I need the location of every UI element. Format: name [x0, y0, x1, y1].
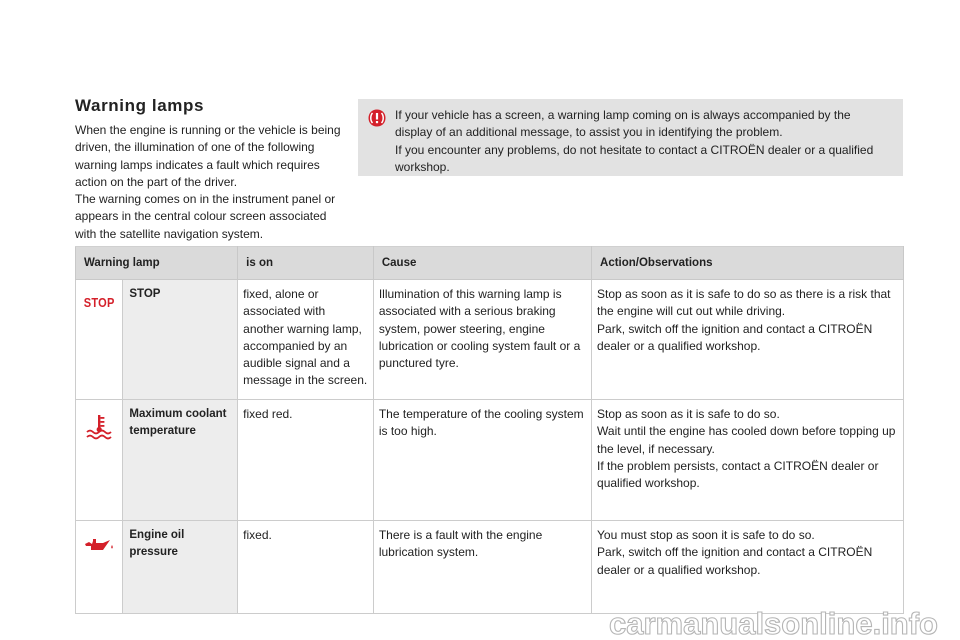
- intro-paragraph: When the engine is running or the vehicle is being driven, the illumination of one of the following warning lamps indicates a fault which requires action on the part of the driver.: [75, 123, 341, 189]
- table-row: [76, 400, 904, 521]
- lamp-action: [592, 400, 904, 521]
- notice-line: If you encounter any problems, do not hesitate to contact a CITROËN dealer or a qualified workshop.: [395, 142, 874, 174]
- lamp-name: STOP: [123, 280, 238, 400]
- lamp-icon-cell: [76, 280, 123, 400]
- intro-text: [75, 122, 345, 243]
- oil-pressure-icon: [83, 535, 115, 555]
- lamp-is-on: fixed red.: [238, 400, 374, 521]
- action-line: Park, switch off the ignition and contact a CITROËN dealer or a qualified workshop.: [597, 545, 873, 577]
- table-row: [76, 280, 904, 400]
- lamp-action: [592, 280, 904, 400]
- lamp-icon-cell: [76, 400, 123, 521]
- intro-paragraph: The warning comes on in the instrument panel or appears in the central colour screen associated with the satellite navigation system.: [75, 192, 336, 241]
- header-is-on: is on: [238, 247, 374, 280]
- warning-exclamation-icon: [367, 108, 387, 128]
- header-action: Action/Observations: [592, 247, 904, 280]
- header-warning-lamp: Warning lamp: [76, 247, 238, 280]
- lamp-is-on: fixed.: [238, 521, 374, 614]
- table-row: [76, 521, 904, 614]
- header-cause: Cause: [373, 247, 591, 280]
- lamp-name: Maximum coolant temperature: [123, 400, 238, 521]
- watermark-text: carmanualsonline.info: [608, 606, 938, 640]
- lamp-icon-cell: [76, 521, 123, 614]
- lamp-name: Engine oil pressure: [123, 521, 238, 614]
- lamp-cause: There is a fault with the engine lubrication system.: [373, 521, 591, 614]
- action-line: Stop as soon as it is safe to do so as there is a risk that the engine will cut out while driving.: [597, 287, 891, 319]
- action-line: Stop as soon as it is safe to do so.: [597, 407, 780, 421]
- action-line: Park, switch off the ignition and contact a CITROËN dealer or a qualified workshop.: [597, 321, 873, 353]
- coolant-temperature-icon: [85, 414, 113, 440]
- lamp-cause: Illumination of this warning lamp is associated with a serious braking system, power steering, engine lubrication or cooling system fault or a punctured tyre.: [373, 280, 591, 400]
- notice-line: If your vehicle has a screen, a warning lamp coming on is always accompanied by the display of an additional message, to assist you in identifying the problem.: [395, 108, 851, 140]
- warning-lamps-table: [75, 246, 904, 614]
- action-line: Wait until the engine has cooled down before topping up the level, if necessary.: [597, 424, 896, 456]
- action-line: If the problem persists, contact a CITROËN dealer or qualified workshop.: [597, 458, 879, 491]
- stop-icon: STOP: [83, 295, 115, 310]
- page-title: Warning lamps: [75, 96, 205, 115]
- notice-box: [358, 99, 903, 176]
- lamp-cause: The temperature of the cooling system is too high.: [373, 400, 591, 521]
- action-line: You must stop as soon it is safe to do so.: [597, 528, 815, 542]
- lamp-is-on: fixed, alone or associated with another warning lamp, accompanied by an audible signal and a message in the screen.: [238, 280, 374, 400]
- lamp-action: [592, 521, 904, 614]
- table-header-row: [76, 247, 904, 280]
